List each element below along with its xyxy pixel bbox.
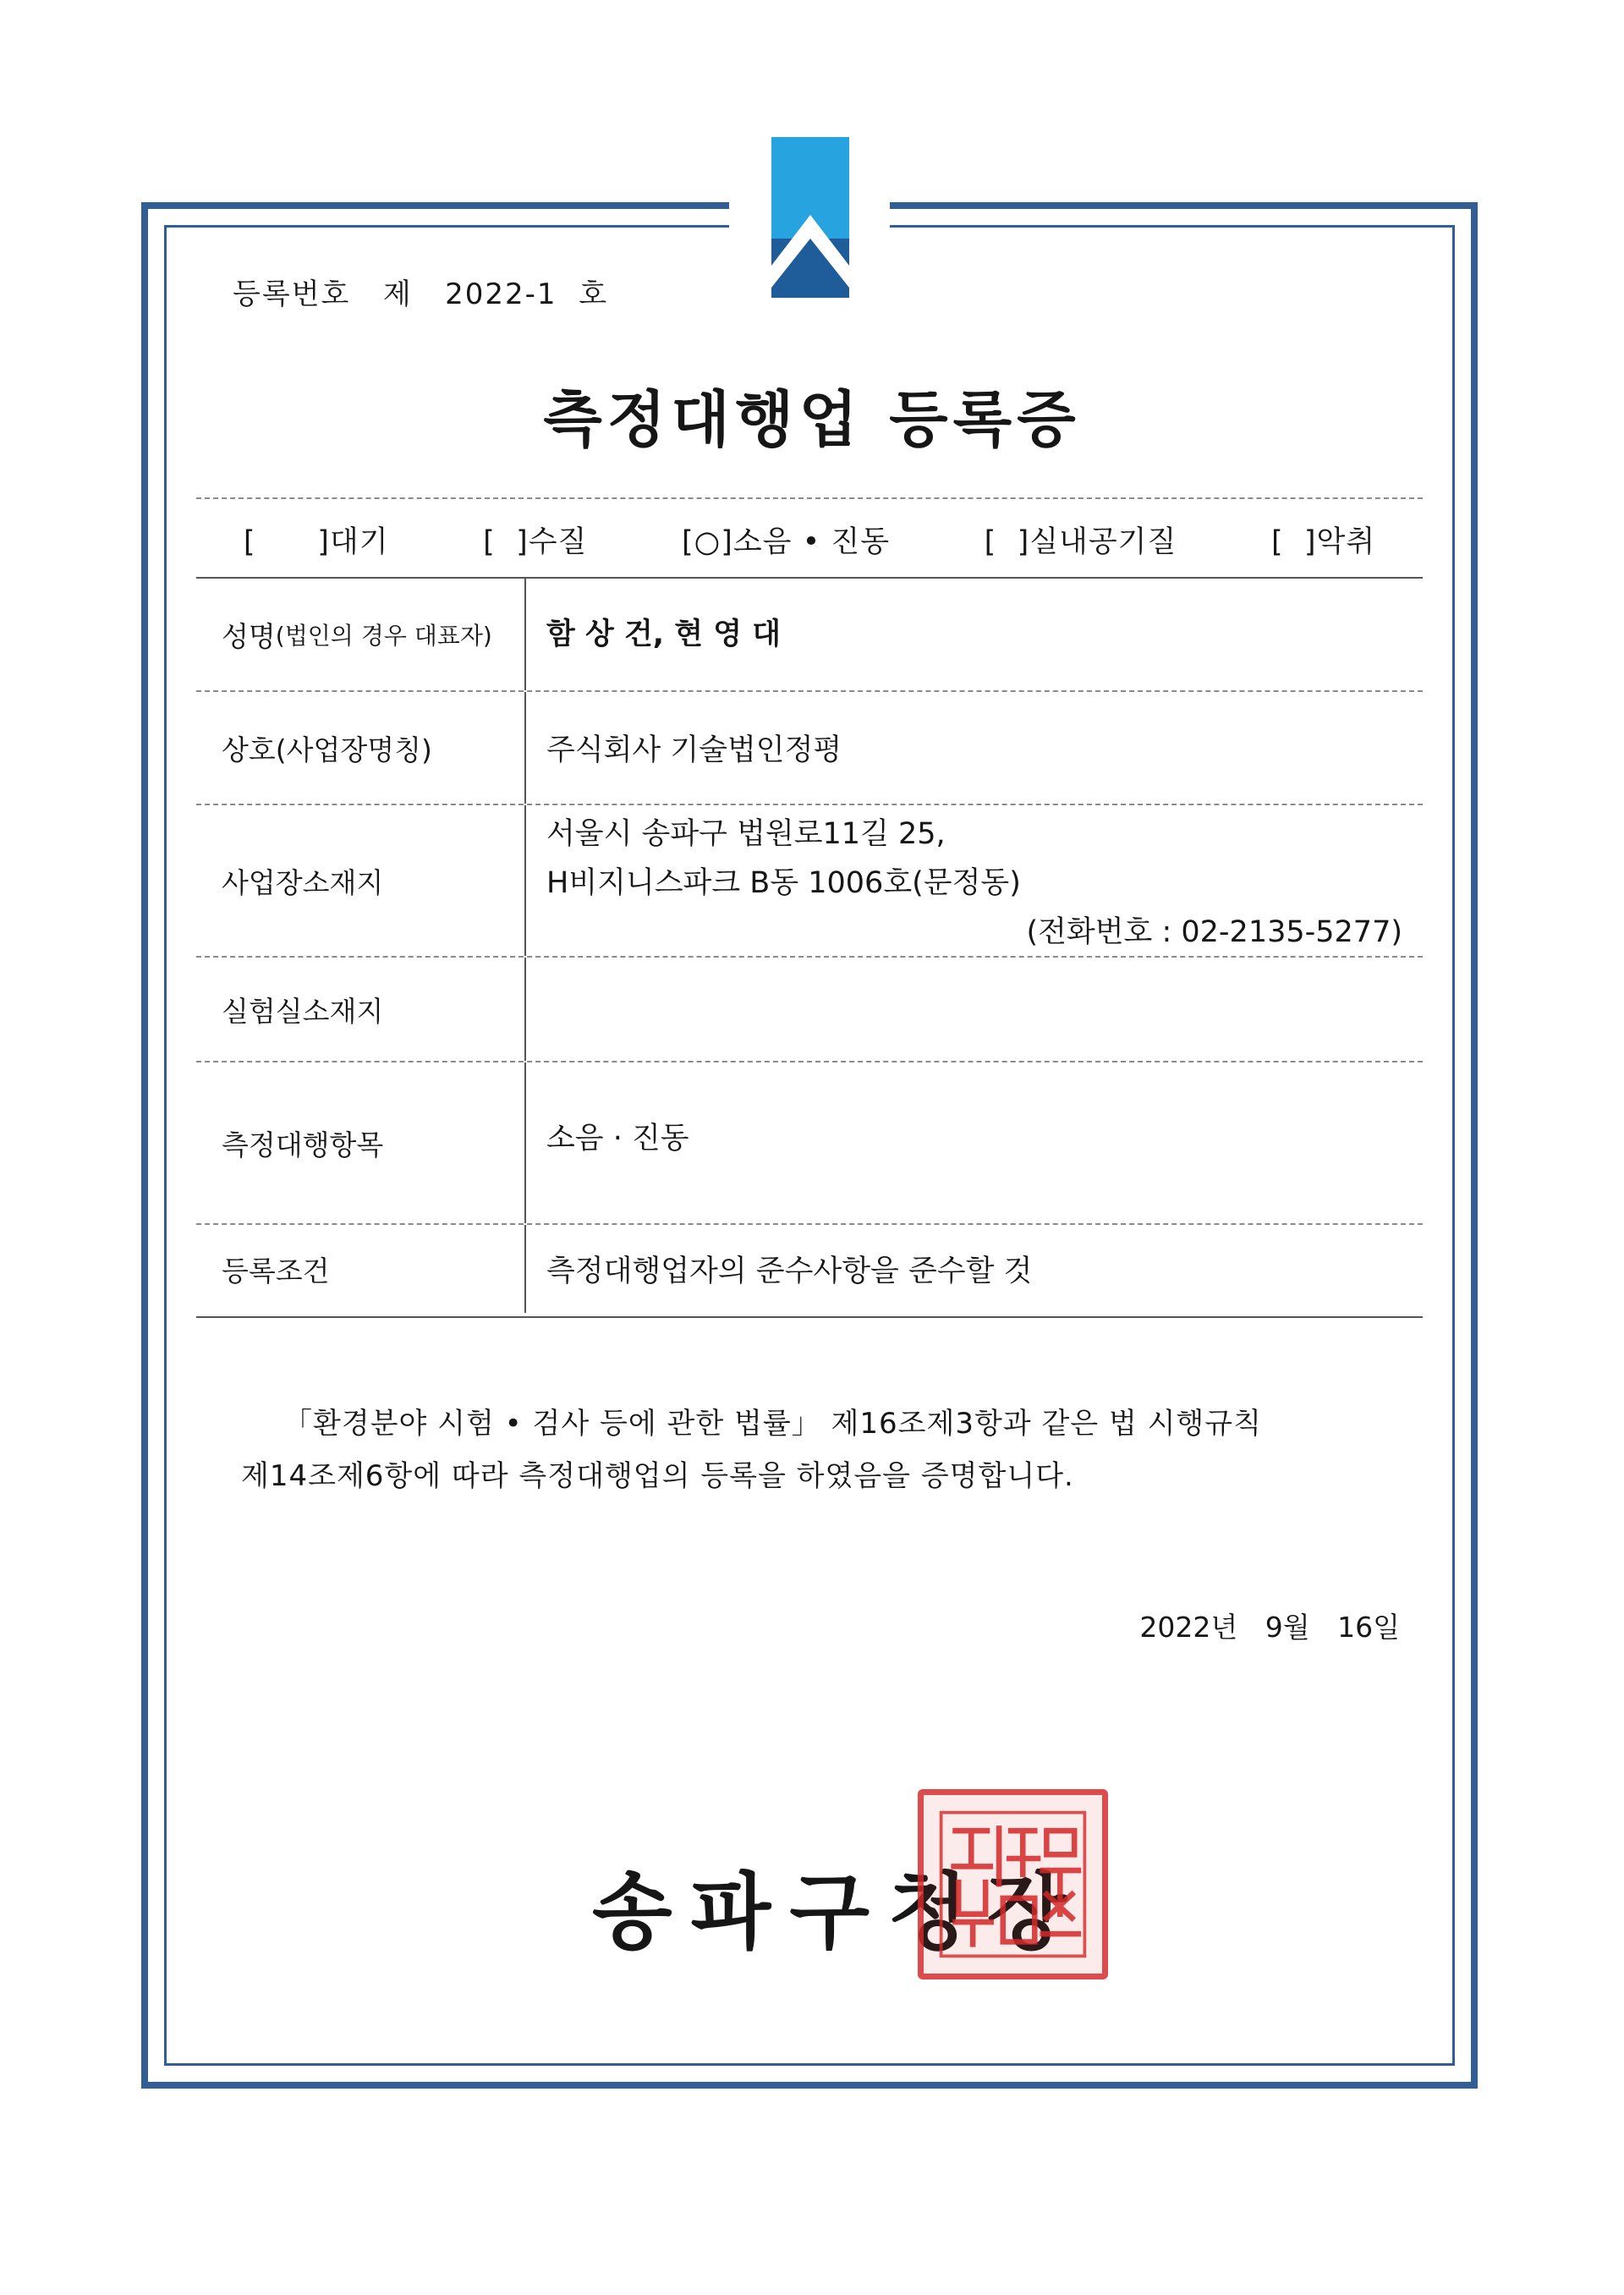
registration-info-table (196, 577, 1423, 1318)
category-mark: [ ] (243, 525, 330, 559)
condition-value: 측정대행업자의 준수사항을 준수할 것 (546, 1255, 1033, 1288)
table-row-condition (196, 1225, 1423, 1313)
address-line-2: H비지니스파크 B동 1006호(문정동) (546, 866, 1021, 900)
table-row-lab (196, 958, 1423, 1062)
table-row-items (196, 1062, 1423, 1225)
category-indoor-air (985, 519, 1177, 561)
registration-number-line (233, 271, 608, 312)
lab-value (526, 958, 1423, 1061)
date-day: 16일 (1337, 1611, 1400, 1644)
category-noise-vibration (682, 519, 890, 561)
category-water (483, 519, 587, 561)
condition-label: 등록조건 (196, 1225, 526, 1313)
items-value: 소음 · 진동 (546, 1122, 689, 1156)
category-label: 소음 • 진동 (732, 525, 891, 559)
issue-date (1139, 1606, 1400, 1645)
registration-number-label: 등록번호 (233, 277, 351, 311)
registration-number: 2022-1 (445, 277, 557, 311)
issuer-name: 송파구청장 (592, 1864, 1086, 1961)
name-label (196, 579, 526, 690)
registration-prefix: 제 (382, 277, 413, 311)
company-label: 상호(사업장명칭) (196, 692, 526, 804)
table-row-name (196, 579, 1423, 692)
name-label-sub: (법인의 경우 대표자) (275, 622, 492, 650)
table-row-address (196, 805, 1423, 958)
table-row-company (196, 692, 1423, 805)
document-title: 측정대행업 등록증 (543, 384, 1081, 455)
category-label: 실내공기질 (1029, 525, 1177, 559)
category-odor (1271, 519, 1375, 561)
name-value: 함 상 건, 현 영 대 (546, 618, 782, 651)
phone-number: (전화번호 : 02-2135-5277) (1026, 915, 1402, 949)
address-label: 사업장소재지 (196, 805, 526, 956)
statement-line-1: 「환경분야 시험 • 검사 등에 관한 법률」 제16조제3항과 같은 법 시행규칙 (283, 1407, 1262, 1441)
company-value: 주식회사 기술법인정평 (546, 733, 842, 767)
official-seal-icon (918, 1789, 1108, 1979)
category-mark: [ ] (984, 525, 1030, 559)
name-label-main: 성명 (222, 619, 276, 653)
category-air (244, 519, 389, 561)
category-label: 대기 (329, 525, 389, 559)
address-line-1: 서울시 송파구 법원로11길 25, (546, 817, 946, 851)
category-mark-checked: [○] (682, 525, 733, 559)
category-top-divider (196, 497, 1423, 499)
date-month: 9월 (1265, 1611, 1310, 1644)
category-label: 수질 (528, 525, 588, 559)
date-year: 2022년 (1139, 1611, 1238, 1644)
category-mark: [ ] (1270, 525, 1317, 559)
category-mark: [ ] (483, 525, 529, 559)
certification-statement (241, 1397, 1391, 1502)
lab-label: 실험실소재지 (196, 958, 526, 1061)
category-list (196, 516, 1423, 563)
songpa-emblem-icon (771, 137, 849, 298)
registration-suffix: 호 (579, 277, 609, 311)
statement-line-2: 제14조제6항에 따라 측정대행업의 등록을 하였음을 증명합니다. (241, 1459, 1074, 1493)
category-label: 악취 (1316, 525, 1376, 559)
address-value (526, 805, 1423, 956)
items-label: 측정대행항목 (196, 1062, 526, 1223)
